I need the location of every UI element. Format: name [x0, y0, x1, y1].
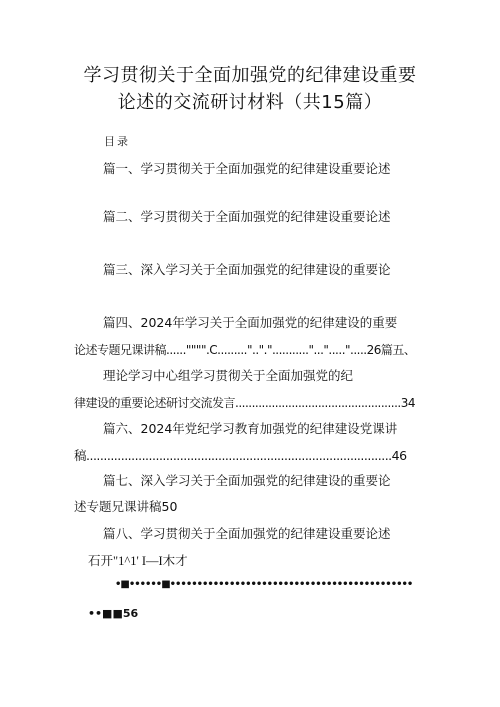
document-title-line-1: 学习贯彻关于全面加强党的纪律建设重要: [83, 65, 417, 86]
toc-entry-4: 篇四、2024年学习关于全面加强党的纪律建设的重要: [103, 315, 398, 330]
toc-entry-3: 篇三、深入学习关于全面加强党的纪律建设的重要论: [103, 262, 391, 277]
toc-entry-7: 篇七、深入学习关于全面加强党的纪律建设的重要论: [103, 473, 391, 488]
toc-entry-8-page: ••■■56: [88, 607, 139, 620]
toc-entry-2: 篇二、学习贯彻关于全面加强党的纪律建设重要论述: [103, 209, 391, 224]
toc-entry-4-cont: 论述专题兄课讲稿......"""".C.........".."."..........."...".....".....26篇五、: [74, 343, 416, 357]
toc-entry-5: 理论学习中心组学习贯彻关于全面加强党的纪: [103, 368, 354, 383]
toc-entry-6-cont: 稿........................................................................................46: [74, 448, 407, 463]
toc-entry-8: 篇八、学习贯彻关于全面加强党的纪律建设重要论述: [103, 526, 391, 541]
document-title-line-2: 论述的交流研讨材料（共15篇）: [117, 92, 383, 113]
dot-leader-row: •■••••••■•••••••••••••••••••••••••••••••••••••••••••••: [115, 579, 413, 590]
toc-entry-6: 篇六、2024年党纪学习教育加强党的纪律建设党课讲: [103, 421, 398, 436]
toc-heading: 目录: [104, 135, 130, 148]
toc-entry-1: 篇一、学习贯彻关于全面加强党的纪律建设重要论述: [103, 161, 391, 176]
toc-entry-8-cont: 石开"1^1' I—I木才: [88, 554, 188, 568]
toc-entry-5-cont: 律建设的重要论述研讨交流发言..................................................34: [74, 396, 415, 410]
toc-entry-7-cont: 述专题兄课讲稿50: [74, 499, 178, 514]
